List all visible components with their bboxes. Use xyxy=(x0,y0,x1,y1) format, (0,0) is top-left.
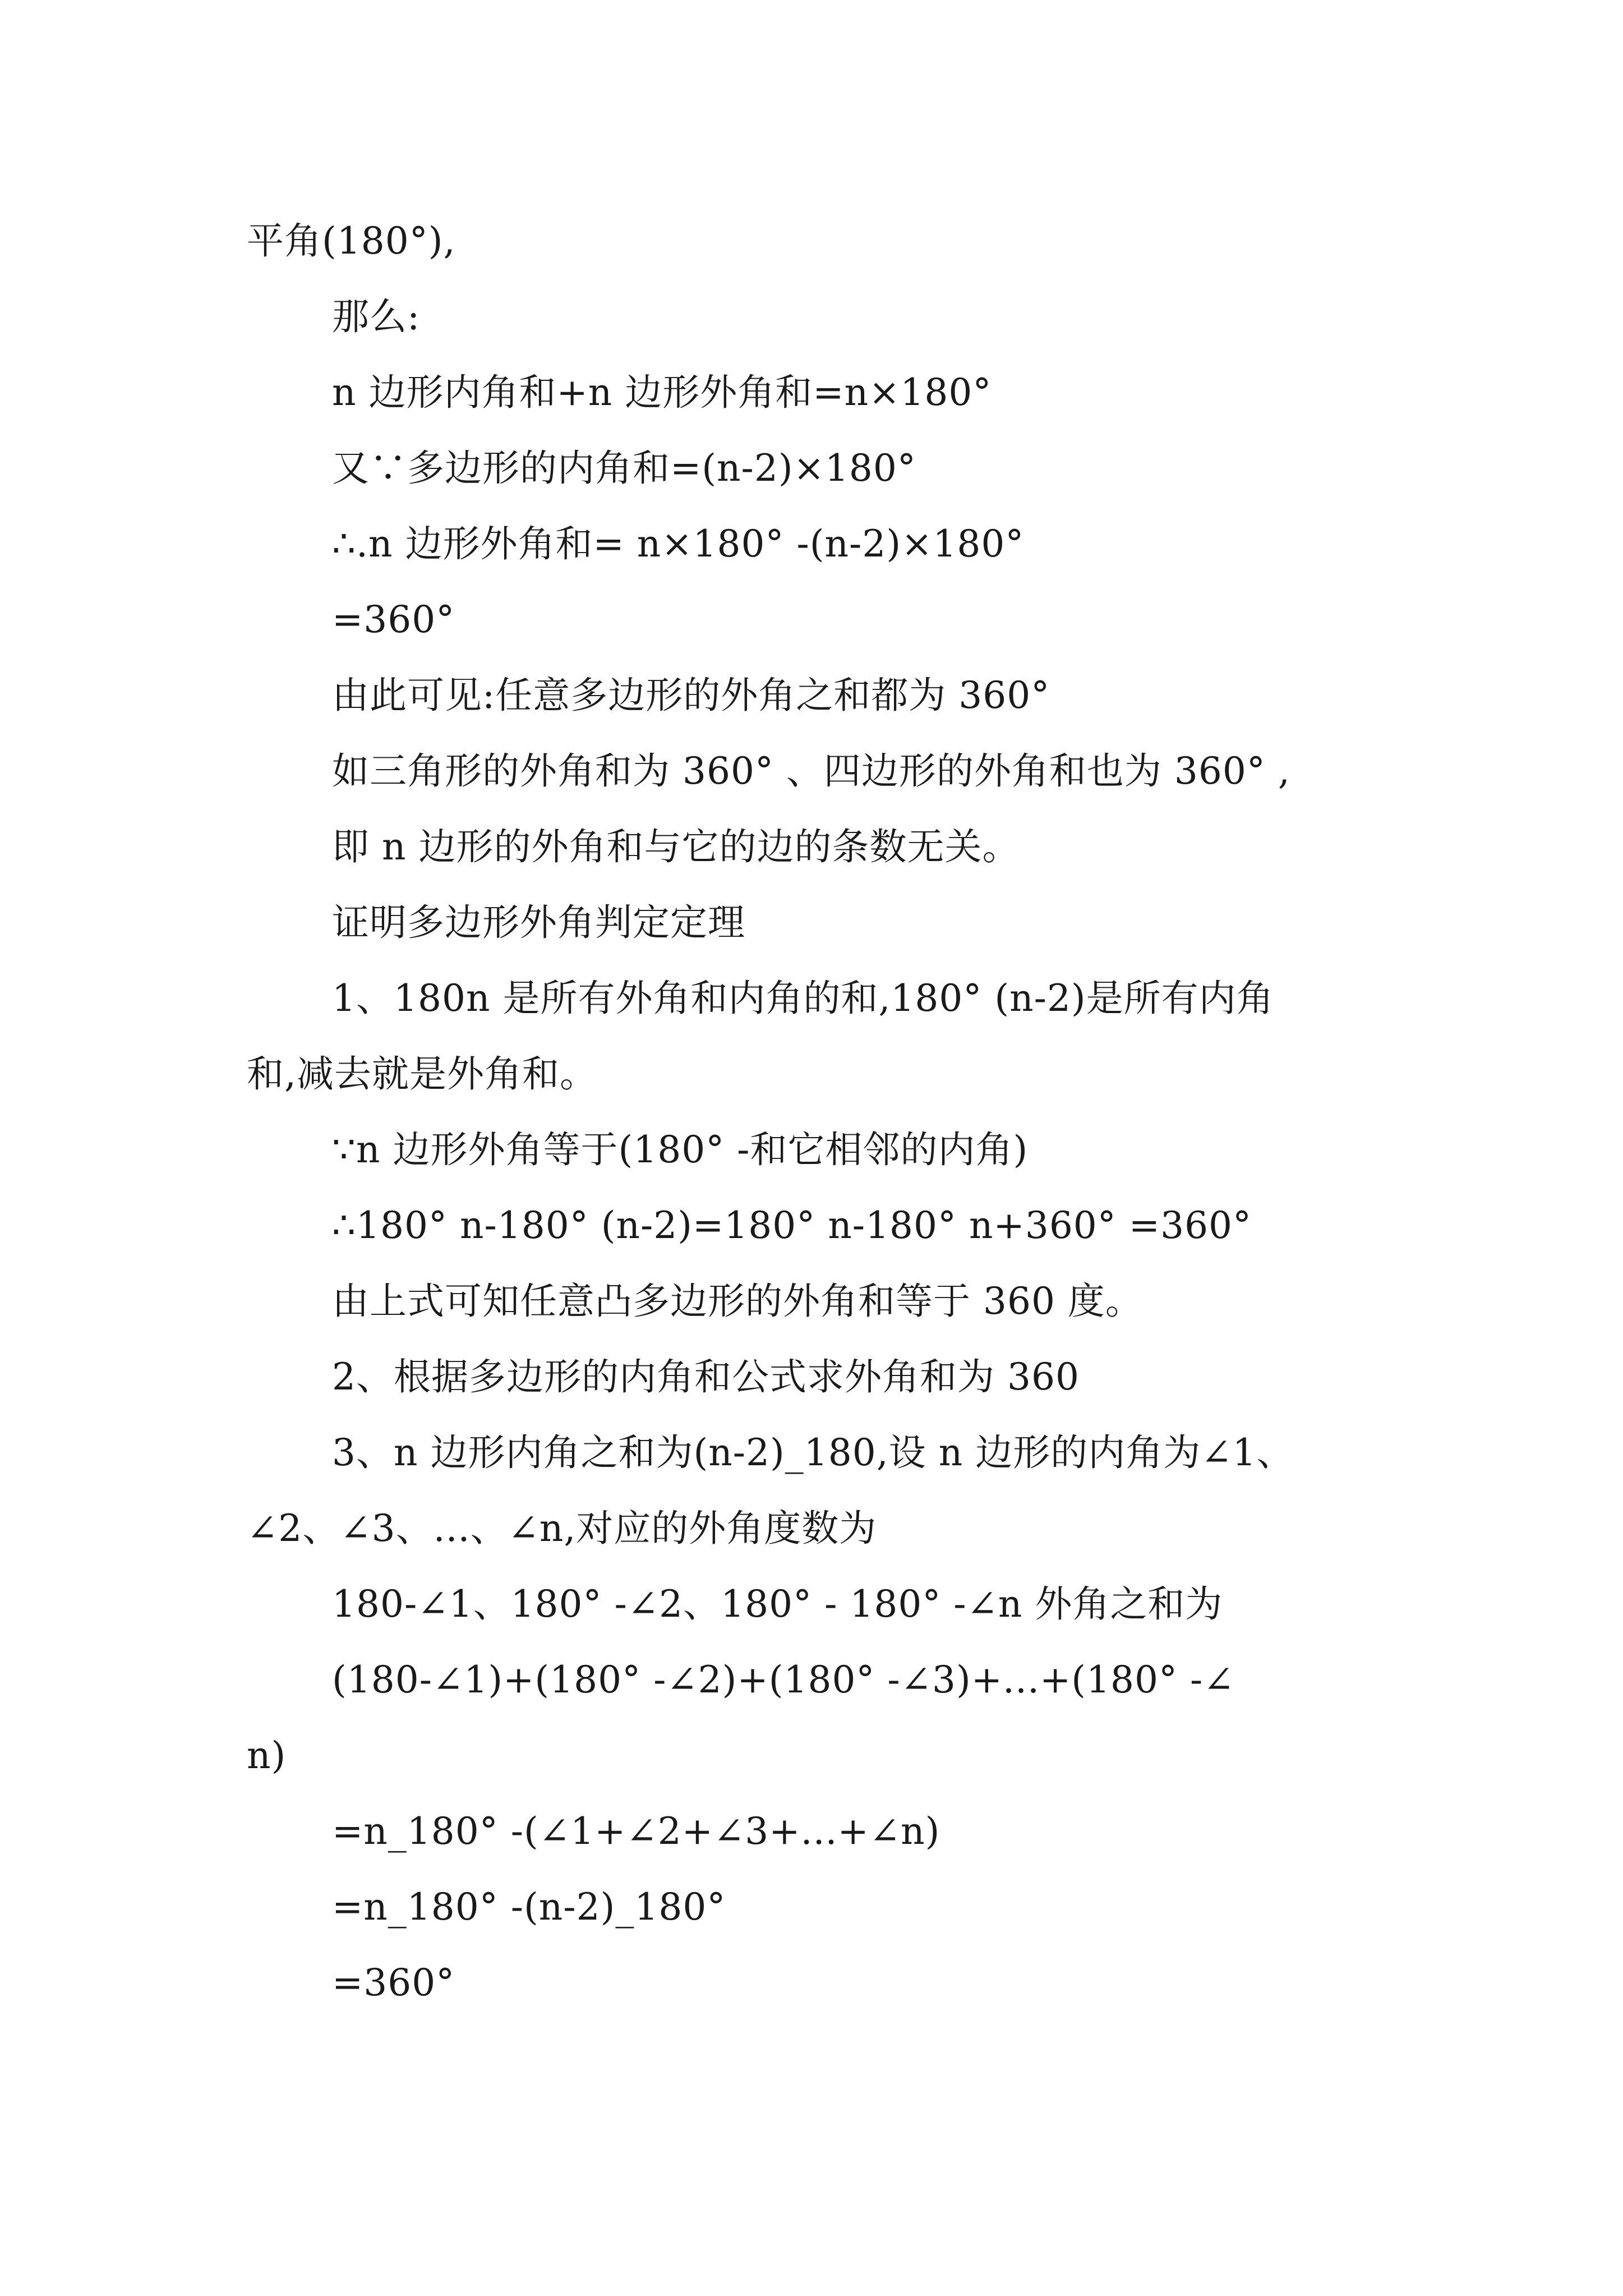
text-line-3: n 边形内角和+n 边形外角和=n×180° xyxy=(332,371,992,414)
text-line-11: 1、180n 是所有外角和内角的和,180° (n-2)是所有内角 xyxy=(332,977,1274,1020)
text-line-9: 即 n 边形的外角和与它的边的条数无关。 xyxy=(332,825,1020,868)
text-line-4: 又∵多边形的内角和=(n-2)×180° xyxy=(332,447,916,490)
text-line-21: n) xyxy=(247,1734,287,1777)
text-line-7: 由此可见:任意多边形的外角之和都为 360° xyxy=(332,674,1050,717)
text-line-14: ∴180° n-180° (n-2)=180° n-180° n+360° =360° xyxy=(332,1204,1252,1247)
text-line-23: =n_180° -(n-2)_180° xyxy=(332,1885,726,1929)
text-line-12: 和,减去就是外角和。 xyxy=(247,1052,597,1096)
text-line-22: =n_180° -(∠1+∠2+∠3+...+∠n) xyxy=(332,1810,940,1853)
text-line-5: ∴.n 边形外角和= n×180° -(n-2)×180° xyxy=(332,522,1025,565)
text-line-24: =360° xyxy=(332,1961,455,2004)
text-line-17: 3、n 边形内角之和为(n-2)_180,设 n 边形的内角为∠1、 xyxy=(332,1431,1294,1474)
text-line-18: ∠2、∠3、...、∠n,对应的外角度数为 xyxy=(247,1507,877,1550)
text-line-6: =360° xyxy=(332,598,455,641)
text-line-19: 180-∠1、180° -∠2、180° - 180° -∠n 外角之和为 xyxy=(332,1582,1223,1626)
text-line-1: 平角(180°), xyxy=(247,219,456,263)
text-line-16: 2、根据多边形的内角和公式求外角和为 360 xyxy=(332,1355,1080,1398)
text-line-15: 由上式可知任意凸多边形的外角和等于 360 度。 xyxy=(332,1280,1143,1323)
text-line-13: ∵n 边形外角等于(180° -和它相邻的内角) xyxy=(332,1128,1029,1171)
text-line-2: 那么: xyxy=(332,295,421,338)
text-line-20: (180-∠1)+(180° -∠2)+(180° -∠3)+...+(180° -∠ xyxy=(332,1658,1235,1701)
text-line-8: 如三角形的外角和为 360° 、四边形的外角和也为 360° , xyxy=(332,749,1290,793)
text-line-10: 证明多边形外角判定定理 xyxy=(332,901,745,944)
